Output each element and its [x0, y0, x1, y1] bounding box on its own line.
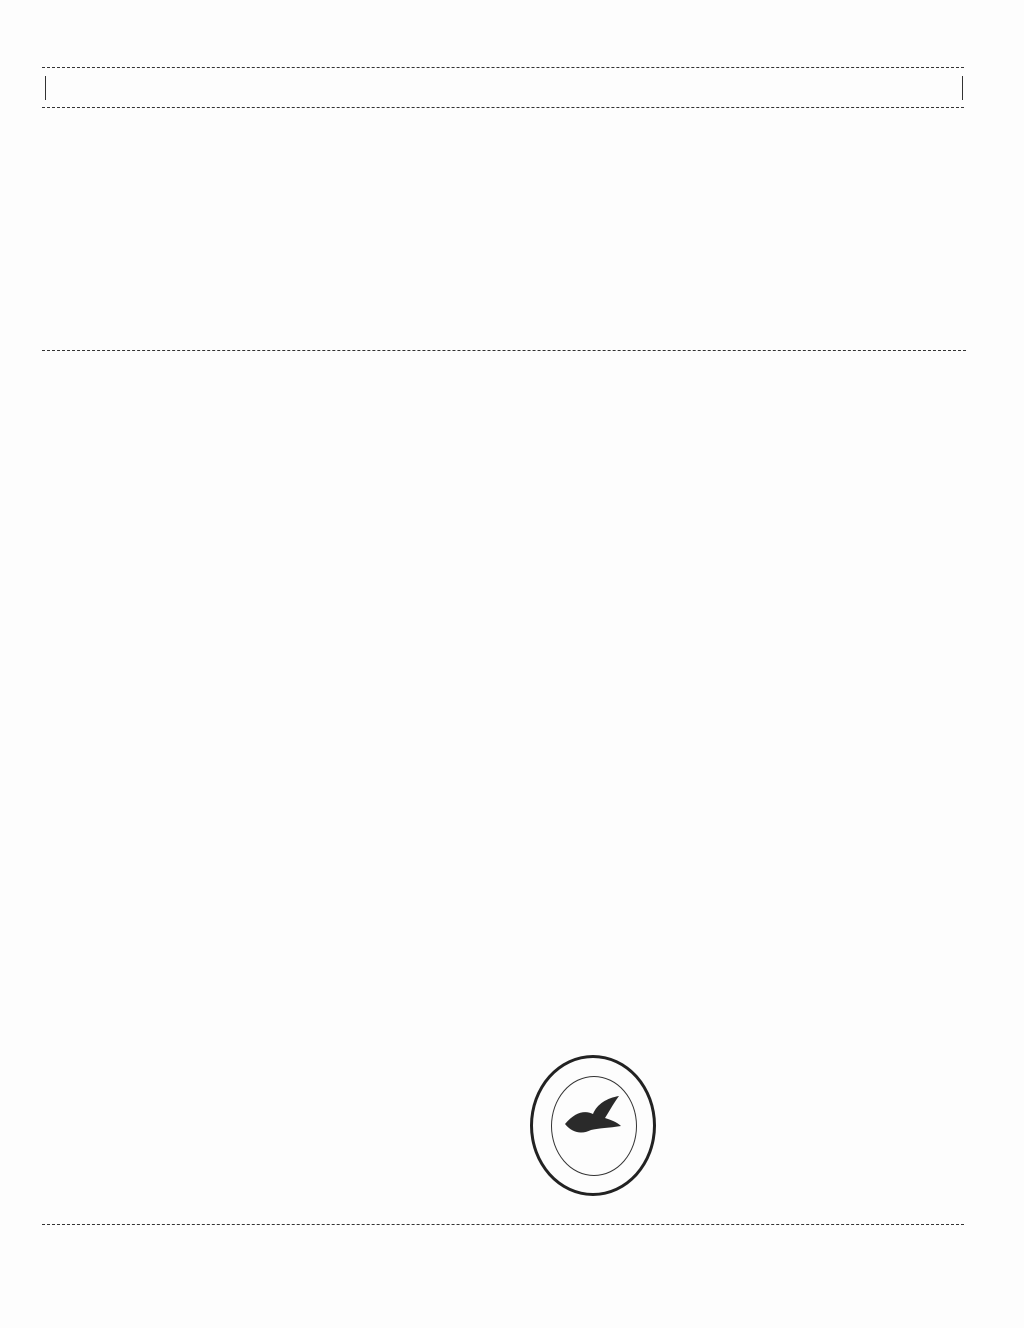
header-bottom-border [42, 107, 964, 108]
header-left-border [45, 76, 46, 100]
club-stamp [530, 1055, 656, 1196]
table-rule [42, 350, 966, 351]
header-right-border [962, 76, 963, 100]
header-top-border [42, 67, 964, 68]
dove-icon [563, 1094, 623, 1141]
footer-top-border [42, 1224, 964, 1225]
